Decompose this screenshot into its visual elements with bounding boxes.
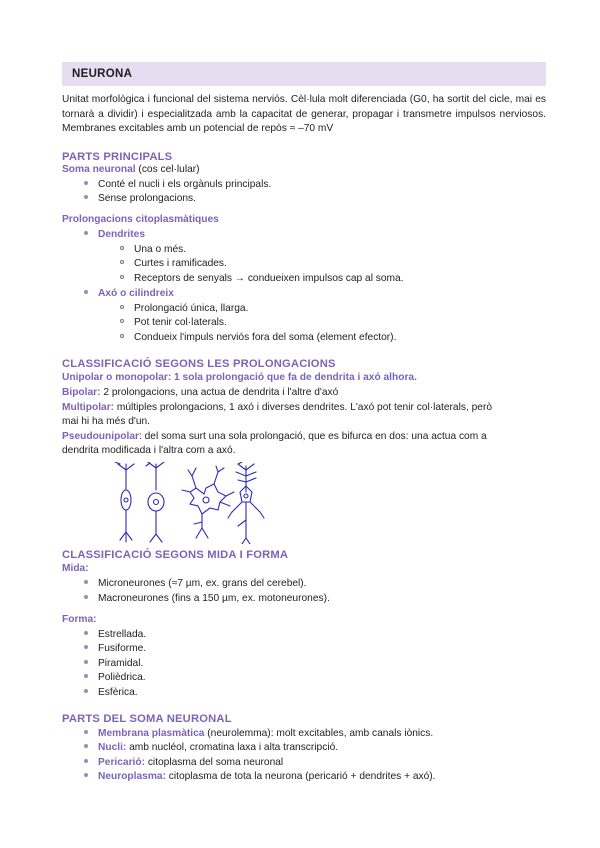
multipolar-line: Multipolar: múltiples prolongacions, 1 axó i diverses dendrites. L'axó pot tenir col·laterals, però bbox=[62, 402, 493, 413]
unipolar-line: Unipolar o monopolar: 1 sola prolongació que fa de dendrita i axó alhora. bbox=[62, 372, 417, 383]
multipolar-line-2: mai hi ha més d'un. bbox=[62, 416, 151, 427]
pseudounipolar-line: Pseudounipolar: del soma surt una sola prolongació, que es bifurca en dos: una actua com a bbox=[62, 431, 487, 442]
circle-bullet-icon bbox=[120, 334, 124, 338]
list-item: Microneurones (≈7 µm, ex. grans del cerebel). bbox=[84, 577, 307, 592]
list-item: Sense prolongacions. bbox=[84, 192, 196, 207]
list-item: Piramidal. bbox=[84, 657, 143, 672]
pseudounipolar-neuron-icon bbox=[228, 462, 264, 544]
list-item: Nucli: amb nucléol, cromatina laxa i alta transcripció. bbox=[84, 741, 338, 756]
bullet-icon bbox=[84, 580, 88, 584]
classif-prolong-heading: CLASSIFICACIÓ SEGONS LES PROLONGACIONS bbox=[62, 358, 336, 370]
list-item: Pot tenir col·laterals. bbox=[120, 316, 227, 331]
bullet-icon bbox=[84, 689, 88, 693]
list-item: Esfèrica. bbox=[84, 686, 138, 701]
bullet-icon bbox=[84, 595, 88, 599]
soma-parts-heading: PARTS DEL SOMA NEURONAL bbox=[62, 713, 232, 725]
list-item: Conté el nucli i els orgànuls principals. bbox=[84, 178, 271, 193]
bullet-icon bbox=[84, 195, 88, 199]
soma-label: Soma neuronal bbox=[62, 164, 136, 175]
list-item: Una o més. bbox=[120, 243, 186, 258]
classif-mida-heading: CLASSIFICACIÓ SEGONS MIDA I FORMA bbox=[62, 549, 289, 561]
bullet-icon bbox=[84, 231, 88, 235]
list-item: Receptors de senyals → condueixen impulsos cap al soma. bbox=[120, 272, 404, 287]
pseudounipolar-line-2: dendrita modificada i l'altra com a axó. bbox=[62, 445, 236, 456]
list-item: Estrellada. bbox=[84, 628, 146, 643]
list-item: Condueix l'impuls nerviós fora del soma (element efector). bbox=[120, 331, 396, 346]
title-bar bbox=[62, 62, 546, 86]
list-item: Prolongació única, llarga. bbox=[120, 302, 248, 317]
bullet-icon bbox=[84, 730, 88, 734]
list-item: Curtes i ramificades. bbox=[120, 257, 227, 272]
neuron-types-illustration bbox=[98, 462, 268, 544]
bullet-icon bbox=[84, 674, 88, 678]
forma-label: Forma: bbox=[62, 614, 97, 625]
bullet-icon bbox=[84, 744, 88, 748]
soma-line bbox=[62, 163, 200, 178]
multipolar-neuron-icon bbox=[182, 466, 234, 538]
list-item: Membrana plasmàtica (neurolemma): molt excitables, amb canals iònics. bbox=[84, 727, 433, 742]
bipolar-line: Bipolar: 2 prolongacions, una actua de dendrita i l'altre d'axó bbox=[62, 387, 339, 398]
circle-bullet-icon bbox=[120, 319, 124, 323]
bullet-icon bbox=[84, 773, 88, 777]
bullet-icon bbox=[84, 759, 88, 763]
bullet-icon bbox=[84, 181, 88, 185]
circle-bullet-icon bbox=[120, 305, 124, 309]
bullet-icon bbox=[84, 290, 88, 294]
list-item-axo: Axó o cilindreix bbox=[84, 287, 174, 302]
circle-bullet-icon bbox=[120, 275, 124, 279]
intro-paragraph: Unitat morfològica i funcional del sistema nerviós. Cèl·lula molt diferenciada (G0, ha sortit del cicle, mai es tornarà a dividir) i especialitzada amb la capacitat de generar, propagar i transmetre impulsos nerviosos. Membranes excitables amb un potencial de repòs ≈ –70 mV bbox=[62, 94, 546, 135]
list-item: Fusiforme. bbox=[84, 642, 146, 657]
unipolar-neuron-icon bbox=[115, 462, 134, 542]
list-item: Pericarió: citoplasma del soma neuronal bbox=[84, 756, 283, 771]
list-item: Polièdrica. bbox=[84, 671, 146, 686]
bullet-icon bbox=[84, 645, 88, 649]
list-item: Neuroplasma: citoplasma de tota la neurona (pericarió + dendrites + axó). bbox=[84, 770, 436, 785]
prolong-label: Prolongacions citoplasmàtiques bbox=[62, 214, 219, 225]
parts-heading: PARTS PRINCIPALS bbox=[62, 151, 173, 163]
bipolar-neuron-icon bbox=[146, 462, 164, 542]
circle-bullet-icon bbox=[120, 260, 124, 264]
soma-note: (cos cel·lular) bbox=[135, 164, 200, 175]
circle-bullet-icon bbox=[120, 246, 124, 250]
mida-label: Mida: bbox=[62, 563, 89, 574]
bullet-icon bbox=[84, 631, 88, 635]
list-item-dendrites: Dendrites bbox=[84, 228, 145, 243]
page-title: NEURONA bbox=[72, 68, 133, 80]
bullet-icon bbox=[84, 660, 88, 664]
list-item: Macroneurones (fins a 150 µm, ex. motoneurones). bbox=[84, 592, 330, 607]
